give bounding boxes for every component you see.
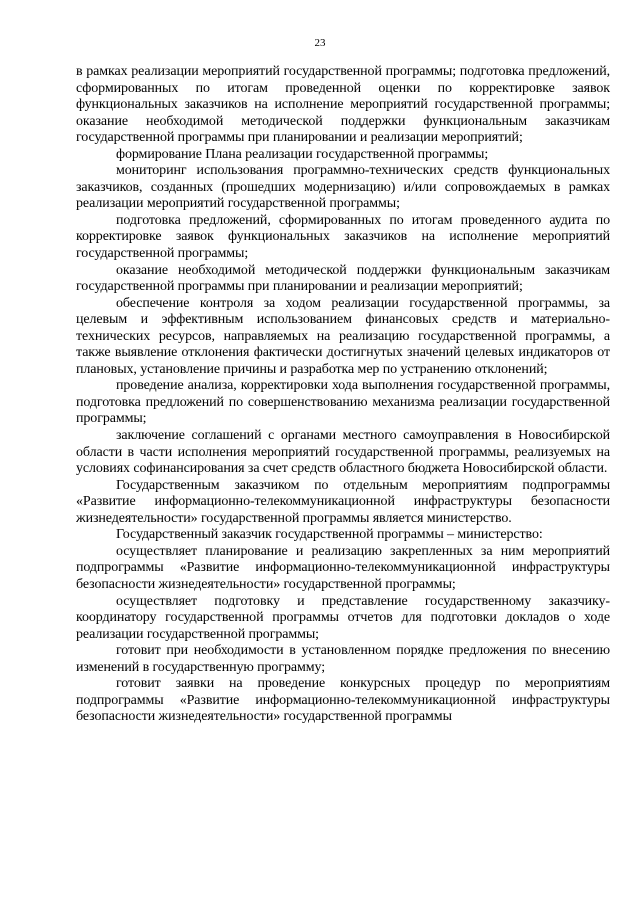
paragraph: проведение анализа, корректировки хода выполнения государственной программы, подготовка предложений по совершенствованию механизма реализации государственной программы; (76, 378, 610, 427)
paragraph: готовит заявки на проведение конкурсных процедур по мероприятиям подпрограммы «Развитие информационно-телекоммуникационной инфраструктуры безопасности жизнедеятельности» государственной программы (76, 676, 610, 725)
paragraph: Государственным заказчиком по отдельным мероприятиям подпрограммы «Развитие информационно-телекоммуникационной инфраструктуры безопасности жизнедеятельности» государственной программы является министерство. (76, 477, 610, 526)
paragraph: осуществляет подготовку и представление государственному заказчику-координатору государственной программы отчетов для подготовки докладов о ходе реализации государственной программы; (76, 593, 610, 642)
paragraph: заключение соглашений с органами местного самоуправления в Новосибирской области в части исполнения мероприятий государственной программы, реализуемых на условиях софинансирования за счет средств областного бюджета Новосибирской области. (76, 428, 610, 477)
paragraph: мониторинг использования программно-технических средств функциональных заказчиков, созданных (прошедших модернизацию) и/или сопровождаемых в рамках реализации мероприятий государственной программы; (76, 163, 610, 212)
paragraph: подготовка предложений, сформированных по итогам проведенного аудита по корректировке заявок функциональных заказчиков на исполнение мероприятий государственной программы; (76, 212, 610, 262)
document-body (76, 64, 610, 726)
paragraph: в рамках реализации мероприятий государственной программы; подготовка предложений, сформированных по итогам проведенной оценки по корректировке заявок функциональных заказчиков на исполнение мероприятий государственной программы; оказание необходимой методической поддержки функциональным заказчикам государственной программы при планировании и реализации мероприятий; (76, 64, 610, 146)
paragraph: оказание необходимой методической поддержки функциональным заказчикам государственной программы при планировании и реализации мероприятий; (76, 262, 610, 295)
paragraph: готовит при необходимости в установленном порядке предложения по внесению изменений в государственную программу; (76, 643, 610, 675)
paragraph: обеспечение контроля за ходом реализации государственной программы, за целевым и эффективным использованием финансовых средств и материально-технических ресурсов, направляемых на реализацию государственной программы, а также выявление отклонения фактически достигнутых значений целевых индикаторов от плановых, установление причины и разработка мер по устранению отклонений; (76, 295, 610, 377)
paragraph: формирование Плана реализации государственной программы; (116, 146, 489, 162)
paragraph: осуществляет планирование и реализацию закрепленных за ним мероприятий подпрограммы «Развитие информационно-телекоммуникационной инфраструктуры безопасности жизнедеятельности» государственной программы; (76, 543, 610, 592)
page-number: 23 (314, 37, 326, 49)
paragraph: Государственный заказчик государственной программы – министерство: (116, 527, 543, 543)
